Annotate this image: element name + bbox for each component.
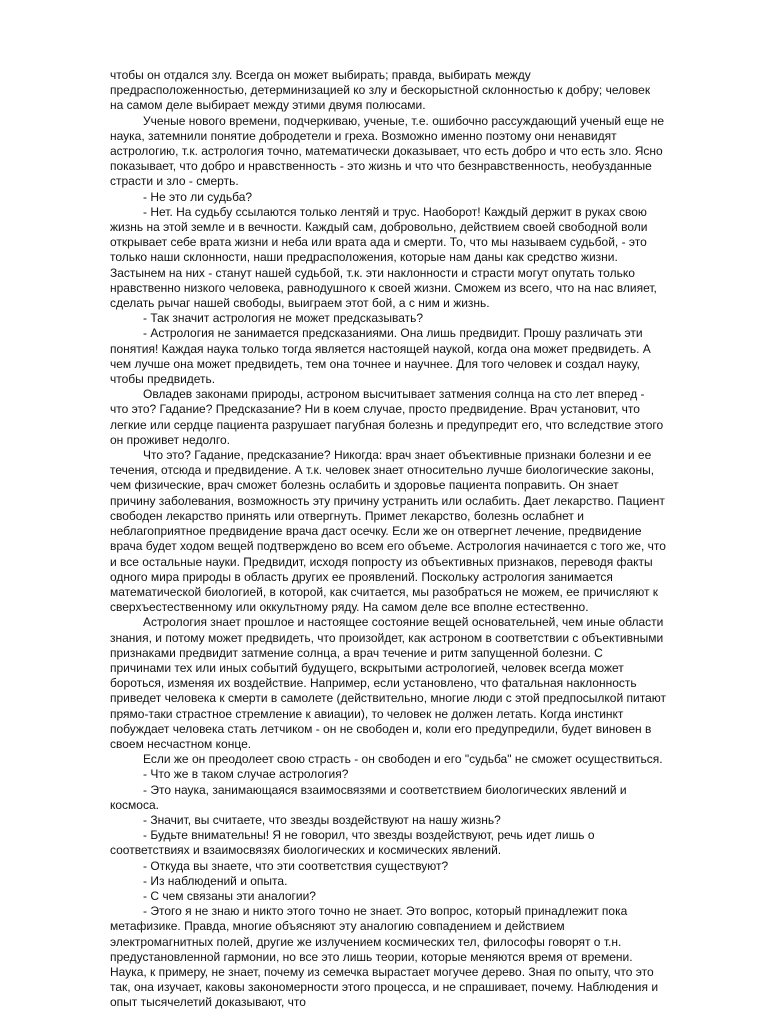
dialogue-line: - Значит, вы считаете, что звезды воздействуют на нашу жизнь? — [143, 812, 501, 827]
dialogue-line: - Откуда вы знаете, что эти соответствия существуют? — [143, 858, 449, 873]
dialogue-line: - Будьте внимательны! Я не говорил, что звезды воздействуют, речь идет лишь о соответствиях и взаимосвязях биологических и космических явлений. — [110, 828, 595, 858]
document-page — [110, 68, 666, 1011]
dialogue-line: - С чем связаны эти аналогии? — [143, 888, 316, 903]
paragraph: Что это? Гадание, предсказание? Никогда: врач знает объективные признаки болезни и ее течения, отсюда и предвидение. А т.к. человек знает относительно лучше биологические законы, чем физические, врач сможет болезнь ослабить и здоровье пациента поправить. Он знает причину заболевания, возможность эту причину устранить или ослабить. Дает лекарство. Пациент свободен лекарство принять или отвергнуть. Примет лекарство, болезнь ослабнет и неблагоприятное предвидение врача даст осечку. Если же он отвергнет лечение, предвидение врача будет ходом вещей подтверждено во всем его объеме. Астрология начинается с того же, что и все остальные науки. Предвидит, исходя попросту из объективных признаков, переводя факты одного мира природы в область других ее проявлений. Поскольку астрология занимается математической биологией, в которой, как считается, мы разобраться не можем, ее причисляют к сверхъестественному или оккультному ряду. На самом деле все вполне естественно. — [110, 448, 666, 615]
dialogue-line: - Нет. На судьбу ссылаются только лентяй и трус. Наоборот! Каждый держит в руках свою жизнь на этой земле и в вечности. Каждый сам, добровольно, действием своей свободной воли открывает себе врата жизни и неба или врата ада и смерти. То, что мы называем судьбой, - это только наши склонности, наши предрасположения, которые нам даны как средство жизни. Застынем на них - станут нашей судьбой, т.к. эти наклонности и страсти могут опутать только нравственно низкого человека, равнодушного к своей жизни. Сможем из всего, что на нас влияет, сделать рычаг нашей свободы, выиграем этот бой, а с ним и жизнь. — [110, 204, 657, 311]
dialogue-line: - Это наука, занимающаяся взаимосвязями и соответствием биологических явлений и космоса. — [110, 782, 627, 812]
paragraph: Астрология знает прошлое и настоящее состояние вещей основательней, чем иные области знания, и потому может предвидеть, что произойдет, как астроном в соответствии с объективными признаками предвидит затмение солнца, а врач течение и ритм запущенной болезни. С причинами тех или иных событий будущего, вскрытыми астрологией, человек всегда может бороться, изменяя их воздействие. Например, если установлено, что фатальная наклонность приведет человека к смерти в самолете (действительно, многие люди с этой предпосылкой питают прямо-таки страстное стремление к авиации), то человек не должен летать. Когда инстинкт побуждает человека стать летчиком - он не свободен и, коли его предупредили, будет виновен в своем несчастном конце. — [110, 615, 666, 751]
paragraph: Ученые нового времени, подчеркиваю, ученые, т.е. ошибочно рассуждающий ученый еще не наука, затемнили понятие добродетели и греха. Возможно именно поэтому они ненавидят астрологию, т.к. астрология точно, математически доказывает, что есть добро и что есть зло. Ясно показывает, что добро и нравственность - это жизнь и что что безнравственность, необузданные страсти и зло - смерть. — [110, 113, 665, 189]
dialogue-line: - Из наблюдений и опыта. — [143, 873, 288, 888]
dialogue-line: - Астрология не занимается предсказаниями. Она лишь предвидит. Прошу различать эти понятия! Каждая наука только тогда является настоящей наукой, когда она может предвидеть. А чем лучше она может предвидеть, тем она точнее и научнее. Для того человек и создал науку, чтобы предвидеть. — [110, 326, 651, 387]
dialogue-line: - Что же в таком случае астрология? — [143, 767, 349, 782]
dialogue-line: - Так значит астрология не может предсказывать? — [143, 311, 424, 326]
paragraph: Если же он преодолеет свою страсть - он свободен и его "судьба" не сможет осуществиться. — [143, 752, 663, 767]
dialogue-line: - Этого я не знаю и никто этого точно не знает. Это вопрос, который принадлежит пока метафизике. Правда, многие объясняют эту аналогию совпадением и действием электромагнитных полей, другие же излучением космических тел, философы говорят о т.н. предустановленной гармонии, но все это лишь теории, которые меняются время от времени. Наука, к примеру, не знает, почему из семечка вырастает могучее дерево. Зная по опыту, что это так, она изучает, каковы закономерности этого процесса, и не спрашивает, почему. Наблюдения и опыт тысячелетий доказывают, что — [110, 904, 659, 1010]
dialogue-line: - Не это ли судьба? — [143, 189, 253, 204]
paragraph: Овладев законами природы, астроном высчитывает затмения солнца на сто лет вперед - что это? Гадание? Предсказание? Ни в коем случае, просто предвидение. Врач установит, что легкие или сердце пациента разрушает пагубная болезнь и предупредит его, что вследствие этого он проживет недолго. — [110, 387, 664, 447]
paragraph: чтобы он отдался злу. Всегда он может выбирать; правда, выбирать между предрасположенностью, детерминизацией ко злу и бескорыстной склонностью к добру; человек на самом деле выбирает между этими двумя полюсами. — [110, 68, 651, 113]
